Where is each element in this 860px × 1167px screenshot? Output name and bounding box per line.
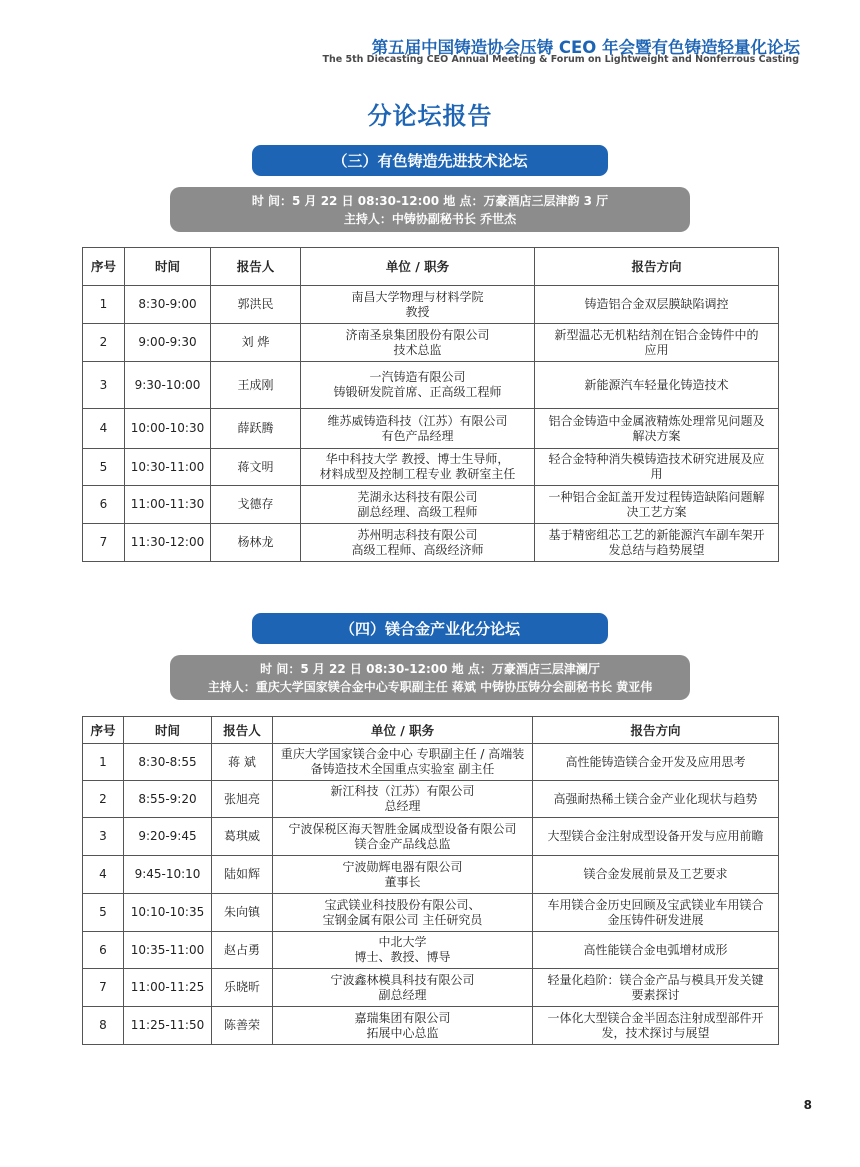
topic-line: 金压铸件研发进展 — [607, 912, 704, 927]
row-org — [301, 524, 535, 562]
section-4-host: 主持人：重庆大学国家镁合金中心专职副主任 蒋斌 中铸协压铸分会副秘书长 黄亚伟 — [207, 679, 653, 694]
row-org — [273, 932, 533, 969]
org-line: 嘉瑞集团有限公司 — [354, 1010, 451, 1025]
title-line: 总经理 — [384, 799, 421, 813]
row-speaker: 乐晓昕 — [212, 969, 273, 1007]
section-3-schedule-table — [82, 247, 779, 562]
org-line: 宁波保税区海天智胜金属成型设备有限公司 — [288, 821, 517, 836]
row-no: 5 — [83, 449, 125, 486]
row-speaker: 赵占勇 — [212, 932, 273, 969]
org-line: 苏州明志科技有限公司 — [357, 527, 478, 542]
row-topic — [535, 449, 779, 486]
header-title-cn: 第五届中国铸造协会压铸 CEO 年会暨有色铸造轻量化论坛 — [371, 38, 800, 57]
topic-line: 新型温芯无机粘结剂在铝合金铸件中的 — [554, 327, 759, 342]
topic-line: 铸造铝合金双层膜缺陷调控 — [584, 297, 729, 311]
title-line: 镁合金产品线总监 — [354, 836, 451, 851]
page-number: 8 — [803, 1098, 812, 1112]
table-row — [83, 744, 779, 781]
table-row — [83, 932, 779, 969]
row-time: 9:30-10:00 — [125, 362, 211, 409]
row-time: 9:00-9:30 — [125, 324, 211, 362]
row-topic — [533, 969, 779, 1007]
row-topic — [535, 286, 779, 324]
table-row — [83, 856, 779, 894]
row-time: 8:30-8:55 — [124, 744, 212, 781]
row-no: 7 — [83, 524, 125, 562]
table-row — [83, 524, 779, 562]
title-line: 董事长 — [384, 874, 421, 889]
table-row — [83, 449, 779, 486]
col-header-no: 序号 — [83, 717, 124, 744]
row-time: 8:55-9:20 — [124, 781, 212, 818]
topic-line: 高性能铸造镁合金开发及应用思考 — [565, 754, 746, 769]
org-line: 中北大学 — [378, 935, 427, 949]
row-speaker: 朱向镇 — [212, 894, 273, 932]
row-org — [273, 1007, 533, 1045]
topic-line: 高强耐热稀土镁合金产业化现状与趋势 — [553, 791, 758, 806]
row-org — [301, 486, 535, 524]
topic-line: 车用镁合金历史回顾及宝武镁业车用镁合 — [547, 897, 764, 912]
org-line: 宁波鑫林模具科技有限公司 — [330, 972, 475, 987]
row-topic — [533, 856, 779, 894]
title-line: 副总经理 — [378, 987, 427, 1002]
section-4-info-box — [170, 655, 690, 700]
org-line: 宝武镁业科技股份有限公司、 — [324, 897, 481, 912]
row-no: 3 — [83, 362, 125, 409]
row-no: 8 — [83, 1007, 124, 1045]
row-speaker: 葛琪威 — [212, 818, 273, 856]
org-line: 重庆大学国家镁合金中心 专职副主任 / 高端装 — [280, 747, 525, 761]
row-no: 2 — [83, 781, 124, 818]
row-time: 10:35-11:00 — [124, 932, 212, 969]
row-topic — [533, 894, 779, 932]
page-title: 分论坛报告 — [367, 102, 493, 130]
row-time: 11:00-11:30 — [125, 486, 211, 524]
col-header-time: 时间 — [125, 248, 211, 286]
row-topic — [535, 486, 779, 524]
row-org — [301, 449, 535, 486]
row-topic — [535, 324, 779, 362]
row-no: 4 — [83, 856, 124, 894]
row-speaker: 郭洪民 — [211, 286, 301, 324]
col-header-org: 单位 / 职务 — [301, 248, 535, 286]
table-row — [83, 1007, 779, 1045]
table-row — [83, 324, 779, 362]
row-time: 11:00-11:25 — [124, 969, 212, 1007]
title-line: 有色产品经理 — [381, 428, 454, 443]
row-no: 4 — [83, 409, 125, 449]
table-row — [83, 486, 779, 524]
table-row — [83, 781, 779, 818]
topic-line: 用 — [650, 467, 663, 481]
topic-line: 轻合金特种消失模铸造技术研究进展及应 — [548, 452, 765, 466]
row-no: 1 — [83, 744, 124, 781]
topic-line: 决工艺方案 — [626, 504, 687, 519]
row-speaker: 薛跃腾 — [211, 409, 301, 449]
row-org — [301, 409, 535, 449]
org-line: 维苏威铸造科技（江苏）有限公司 — [327, 413, 508, 428]
org-line: 新江科技（江苏）有限公司 — [330, 784, 475, 798]
row-time: 11:30-12:00 — [125, 524, 211, 562]
row-no: 6 — [83, 486, 125, 524]
title-line: 教授 — [405, 304, 430, 319]
row-no: 2 — [83, 324, 125, 362]
row-time: 9:20-9:45 — [124, 818, 212, 856]
table-row — [83, 969, 779, 1007]
title-line: 宝钢金属有限公司 主任研究员 — [322, 912, 483, 927]
col-header-no: 序号 — [83, 248, 125, 286]
topic-line: 新能源汽车轻量化铸造技术 — [584, 377, 729, 392]
row-no: 1 — [83, 286, 125, 324]
title-line: 材料成型及控制工程专业 教研室主任 — [319, 467, 516, 481]
section-4-time-location: 时 间：5 月 22 日 08:30-12:00 地 点：万豪酒店三层津澜厅 — [260, 661, 600, 676]
topic-line: 高性能镁合金电弧增材成形 — [583, 942, 728, 957]
table-row — [83, 818, 779, 856]
topic-line: 应用 — [644, 342, 669, 357]
section-3-host: 主持人：中铸协副秘书长 乔世杰 — [343, 211, 517, 226]
header-title-en: The 5th Diecasting CEO Annual Meeting & Forum on Lightweight and Nonferrous Casting — [322, 54, 799, 65]
title-line: 铸锻研发院首席、正高级工程师 — [333, 385, 502, 399]
row-org — [301, 362, 535, 409]
title-line: 备铸造技术全国重点实验室 副主任 — [310, 762, 495, 776]
col-header-time: 时间 — [124, 717, 212, 744]
row-speaker: 张旭亮 — [212, 781, 273, 818]
topic-line: 基于精密组芯工艺的新能源汽车副车架开 — [548, 527, 765, 542]
org-line: 华中科技大学 教授、博士生导师， — [325, 452, 510, 466]
row-org — [273, 781, 533, 818]
org-line: 一汽铸造有限公司 — [369, 370, 466, 384]
col-header-org: 单位 / 职务 — [273, 717, 533, 744]
topic-line: 大型镁合金注射成型设备开发与应用前瞻 — [547, 829, 764, 843]
row-speaker: 杨林龙 — [211, 524, 301, 562]
row-topic — [533, 818, 779, 856]
row-speaker: 戈德存 — [211, 486, 301, 524]
row-no: 5 — [83, 894, 124, 932]
row-time: 9:45-10:10 — [124, 856, 212, 894]
col-header-topic: 报告方向 — [535, 248, 779, 286]
title-line: 高级工程师、高级经济师 — [351, 542, 484, 557]
row-no: 7 — [83, 969, 124, 1007]
row-time: 8:30-9:00 — [125, 286, 211, 324]
row-topic — [533, 1007, 779, 1045]
topic-line: 镁合金发展前景及工艺要求 — [583, 867, 728, 881]
row-topic — [533, 744, 779, 781]
row-topic — [533, 932, 779, 969]
section-4-banner: （四）镁合金产业化分论坛 — [252, 613, 608, 644]
col-header-speaker: 报告人 — [212, 717, 273, 744]
row-org — [273, 856, 533, 894]
row-time: 10:30-11:00 — [125, 449, 211, 486]
table-row — [83, 409, 779, 449]
row-org — [273, 969, 533, 1007]
row-speaker: 王成刚 — [211, 362, 301, 409]
topic-line: 铝合金铸造中金属液精炼处理常见问题及 — [548, 413, 765, 428]
title-line: 副总经理、高级工程师 — [357, 504, 478, 519]
table-row — [83, 286, 779, 324]
row-topic — [535, 524, 779, 562]
section-3-info-box — [170, 187, 690, 232]
topic-line: 一体化大型镁合金半固态注射成型部件开 — [547, 1010, 764, 1025]
row-org — [273, 744, 533, 781]
table-header-row — [83, 717, 779, 744]
table-header-row — [83, 248, 779, 286]
row-time: 10:10-10:35 — [124, 894, 212, 932]
row-org — [301, 286, 535, 324]
section-3-time-location: 时 间：5 月 22 日 08:30-12:00 地 点：万豪酒店三层津韵 3 厅 — [251, 193, 609, 208]
topic-line: 轻量化趋阶：镁合金产品与模具开发关键 — [547, 972, 764, 987]
title-line: 技术总监 — [393, 342, 442, 357]
row-time: 10:00-10:30 — [125, 409, 211, 449]
topic-line: 解决方案 — [632, 428, 681, 443]
section-3-banner: （三）有色铸造先进技术论坛 — [252, 145, 608, 176]
table-row — [83, 362, 779, 409]
row-speaker: 蒋文明 — [211, 449, 301, 486]
org-line: 宁波勋辉电器有限公司 — [342, 859, 463, 874]
table-row — [83, 894, 779, 932]
topic-line: 发总结与趋势展望 — [608, 542, 705, 557]
row-speaker: 陈善荣 — [212, 1007, 273, 1045]
row-org — [301, 324, 535, 362]
row-org — [273, 818, 533, 856]
org-line: 济南圣泉集团股份有限公司 — [345, 327, 490, 342]
topic-line: 一种铝合金缸盖开发过程铸造缺陷问题解 — [548, 489, 765, 504]
row-topic — [533, 781, 779, 818]
row-org — [273, 894, 533, 932]
row-speaker: 蒋 斌 — [212, 744, 273, 781]
row-no: 3 — [83, 818, 124, 856]
row-time: 11:25-11:50 — [124, 1007, 212, 1045]
org-line: 南昌大学物理与材料学院 — [351, 289, 484, 304]
row-speaker: 陆如辉 — [212, 856, 273, 894]
row-speaker: 刘 烨 — [211, 324, 301, 362]
row-no: 6 — [83, 932, 124, 969]
org-line: 芜湖永达科技有限公司 — [357, 489, 478, 504]
title-line: 博士、教授、博导 — [354, 950, 451, 964]
row-topic — [535, 409, 779, 449]
title-line: 拓展中心总监 — [366, 1025, 439, 1040]
row-topic — [535, 362, 779, 409]
section-4-schedule-table — [82, 716, 779, 1045]
topic-line: 要素探讨 — [631, 987, 680, 1002]
col-header-topic: 报告方向 — [533, 717, 779, 744]
topic-line: 发，技术探讨与展望 — [601, 1025, 710, 1040]
col-header-speaker: 报告人 — [211, 248, 301, 286]
